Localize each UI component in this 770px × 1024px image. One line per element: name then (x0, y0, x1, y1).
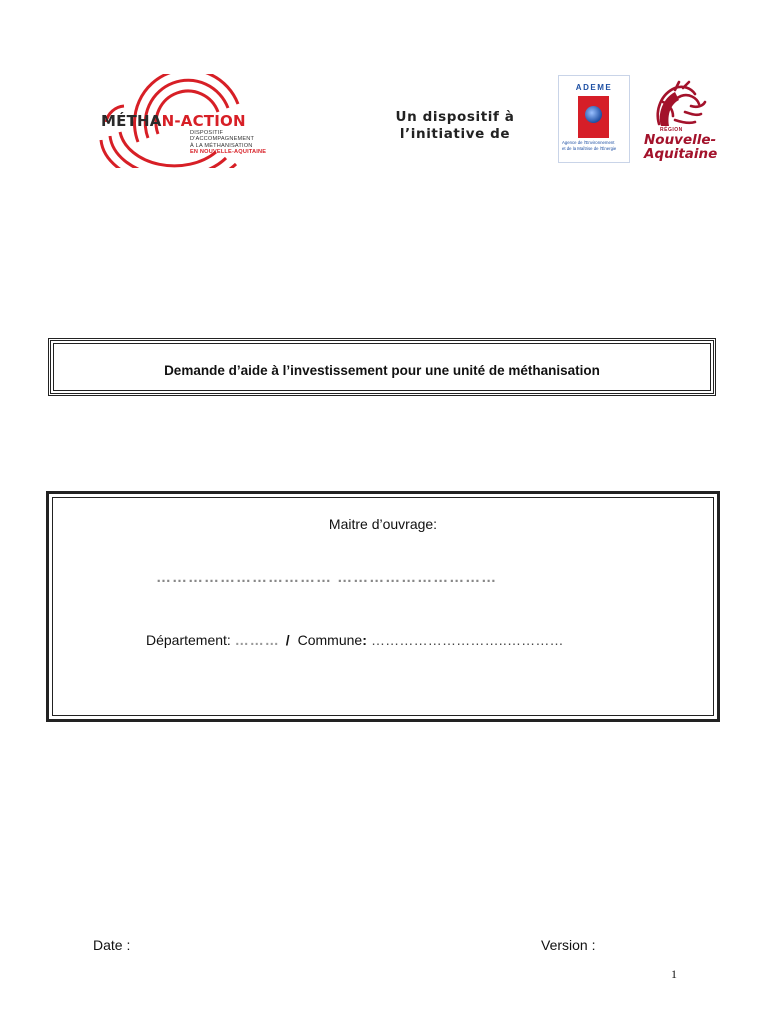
page-number: 1 (671, 967, 677, 981)
methan-action-tagline: DISPOSITIF D'ACCOMPAGNEMENT À LA MÉTHANISATION EN NOUVELLE-AQUITAINE (190, 130, 267, 156)
departement-commune-row (146, 632, 564, 648)
departement-field[interactable]: ……… (234, 632, 280, 648)
ademe-logo (558, 75, 630, 163)
owner-box (46, 491, 720, 722)
commune-colon: : (362, 632, 367, 648)
methan-action-wordmark: MÉTHAN-ACTION (101, 112, 246, 130)
commune-label: Commune (297, 632, 363, 648)
commune-field[interactable]: ………………………..………… (366, 632, 564, 648)
separator: / (285, 632, 290, 648)
region-label: RÉGION (660, 127, 683, 133)
date-label: Date : (93, 937, 131, 953)
lion-icon (645, 80, 707, 130)
ademe-title: ADEME (575, 83, 613, 92)
version-label: Version : (541, 937, 596, 953)
owner-name-field[interactable]: …………………………… ………………………… (156, 569, 498, 586)
initiative-text: Un dispositif à l’initiative de (395, 109, 515, 142)
globe-icon (585, 106, 602, 123)
departement-label: Département: (146, 632, 235, 648)
ademe-tagline: Agence de l'Environnement et de la Maîtrise de l'Énergie (562, 140, 617, 151)
title-box (48, 338, 716, 396)
document-title: Demande d’aide à l’investissement pour une unité de méthanisation (164, 363, 600, 378)
owner-label: Maitre d’ouvrage: (328, 516, 438, 532)
region-name: Nouvelle- Aquitaine (644, 132, 718, 162)
